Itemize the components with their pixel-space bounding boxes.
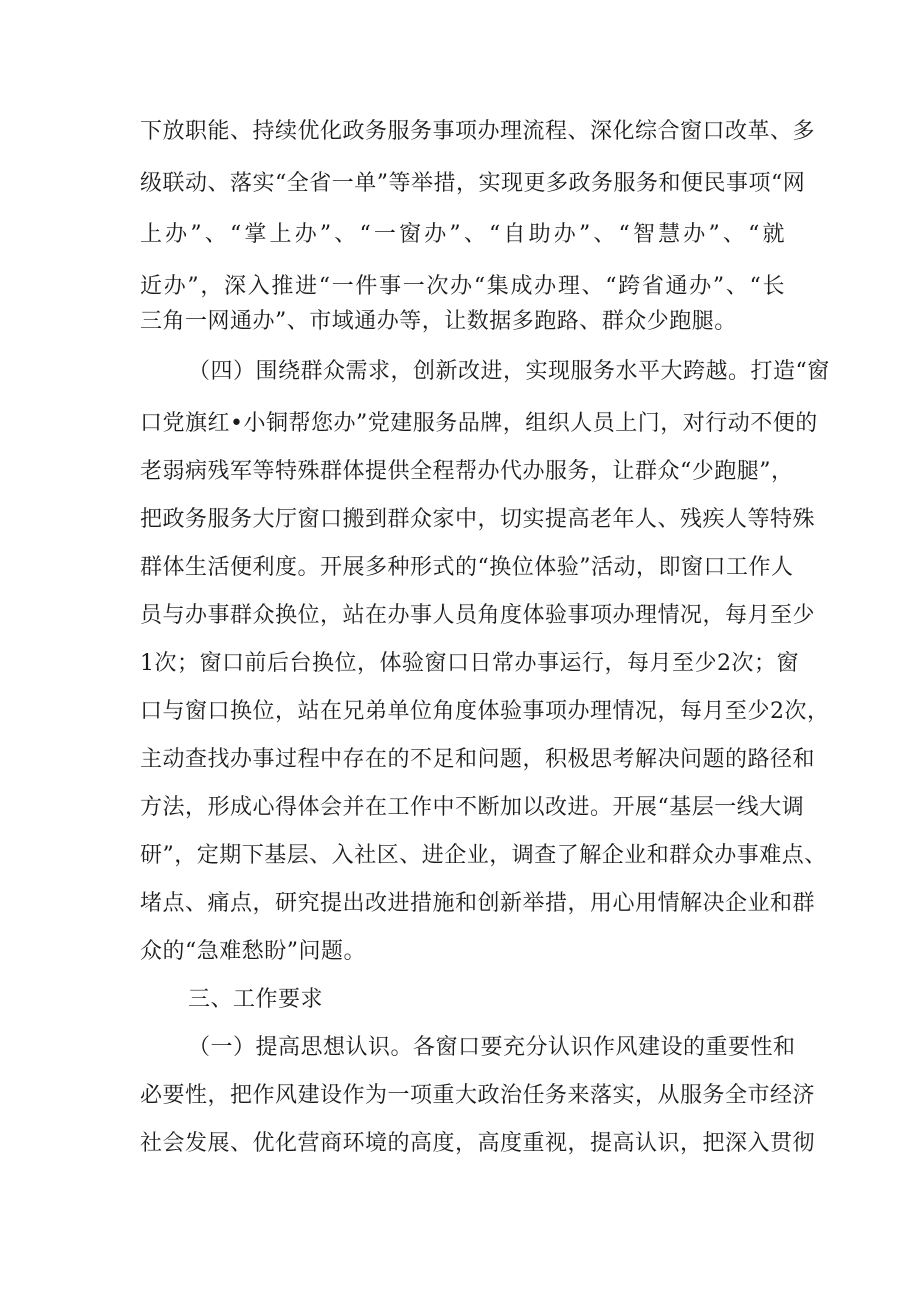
paragraph-1-line-2: 级联动、落实“全省一单”等举措，实现更多政务服务和便民事项“网 — [140, 171, 806, 196]
paragraph-2-line-13: 众的“急难愁盼”问题。 — [140, 939, 366, 964]
paragraph-1-line-4: 近办”，深入推进“一件事一次办“集成办理、“跨省通办”、“长 — [140, 274, 785, 299]
section-heading: 三、工作要求 — [188, 987, 324, 1012]
paragraph-1-line-5: 三角一网通办”、市域通办等，让数据多跑路、群众少跑腿。 — [140, 309, 737, 334]
paragraph-3-line-2: 必要性，把作风建设作为一项重大政治任务来落实，从服务全市经济 — [140, 1083, 816, 1108]
paragraph-2-line-6: 员与办事群众换位，站在办事人员角度体验事项办理情况，每月至少 — [140, 603, 816, 628]
paragraph-2-line-11: 研”，定期下基层、入社区、进企业，调查了解企业和群众办事难点、 — [140, 843, 827, 868]
paragraph-2-line-5: 群体生活便利度。开展多种形式的“换位体验”活动，即窗口工作人 — [140, 555, 794, 580]
paragraph-2-line-12: 堵点、痛点，研究提出改进措施和创新举措，用心用情解决企业和群 — [140, 891, 816, 916]
paragraph-2-line-7: 1次；窗口前后台换位，体验窗口日常办事运行，每月至少2次；窗 — [140, 651, 799, 676]
paragraph-2-line-8: 口与窗口换位，站在兄弟单位角度体验事项办理情况，每月至少2次， — [140, 699, 830, 724]
paragraph-3-line-3: 社会发展、优化营商环境的高度，高度重视，提高认识，把深入贯彻 — [140, 1131, 816, 1156]
paragraph-1-line-3: 上办”、“掌上办”、“一窗办”、“自助办”、“智慧办”、“就 — [140, 222, 785, 247]
paragraph-2-line-3: 老弱病残军等特殊群体提供全程帮办代办服务，让群众“少跑腿”， — [140, 459, 794, 484]
paragraph-2-line-2: 口党旗红•小铜帮您办”党建服务品牌，组织人员上门，对行动不便的 — [140, 411, 818, 436]
paragraph-1-line-1: 下放职能、持续优化政务服务事项办理流程、深化综合窗口改革、多 — [140, 119, 816, 144]
paragraph-2-line-9: 主动查找办事过程中存在的不足和问题，积极思考解决问题的路径和 — [140, 747, 816, 772]
paragraph-3-line-1: （一）提高思想认识。各窗口要充分认识作风建设的重要性和 — [188, 1035, 796, 1060]
paragraph-2-line-1: （四）围绕群众需求，创新改进，实现服务水平大跨越。打造“窗 — [188, 359, 830, 384]
paragraph-2-line-10: 方法，形成心得体会并在工作中不断加以改进。开展“基层一线大调 — [140, 795, 805, 820]
paragraph-2-line-4: 把政务服务大厅窗口搬到群众家中，切实提高老年人、残疾人等特殊 — [140, 507, 816, 532]
